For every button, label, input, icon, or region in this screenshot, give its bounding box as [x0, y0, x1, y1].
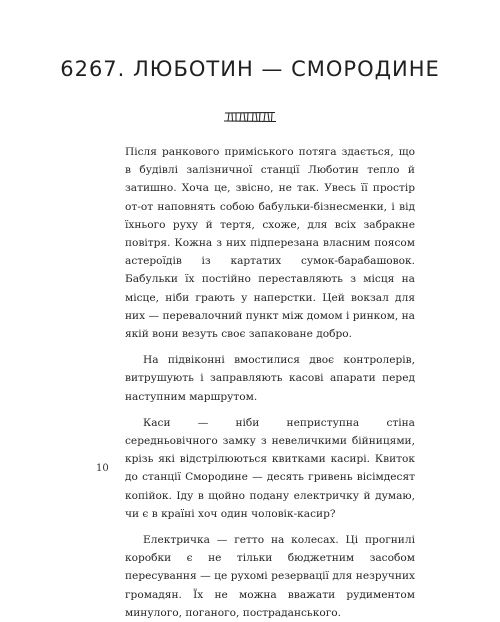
page-number: 10 — [96, 463, 109, 474]
paragraph: Каси — ніби неприступна стіна середньовічного замку з невеличкими бійницями, крізь які відстрілюються квитками касирі. Квиток до станції Смородине — десять гривень вісімдесят копійок. Іду в щойно подану електричку й думаю, чи є в країні хоч один чоловік-касир? — [125, 416, 415, 520]
paragraph: Електричка — гетто на колесах. Ці прогнилі коробки є не тільки бюджетним засобом пересування — це рухомі резервації для незручних громадян. Їх не можна вважати рудиментом минулого, поганого, постраданського. — [125, 534, 415, 619]
handwritten-ornament — [223, 110, 277, 124]
paragraph: На підвіконні вмостилися двоє контролерів, витрушують і заправляють касові апарати перед наступним маршрутом. — [125, 354, 415, 403]
paragraph: Після ранкового приміського потяга здається, що в будівлі залізничної станції Люботин тепло й затишно. Хоча це, звісно, не так. Увесь її простір от-от наповнять собою бабульки-бізнесменки, і від їхнього руху й тертя, схоже, для всіх забракне повітря. Кожна з них підперезана власним поясом астероїдів із картатих сумок-барабашовок. Бабульки їх постійно переставляють з місця на місце, ніби грають у наперстки. Цей вокзал для них — перевалочний пункт між домом і ринком, на якій вони везуть своє запакованe добро. — [125, 146, 415, 341]
body-text — [125, 143, 415, 622]
chapter-title: 6267. ЛЮБОТИН — СМОРОДИНЕ — [60, 57, 440, 81]
